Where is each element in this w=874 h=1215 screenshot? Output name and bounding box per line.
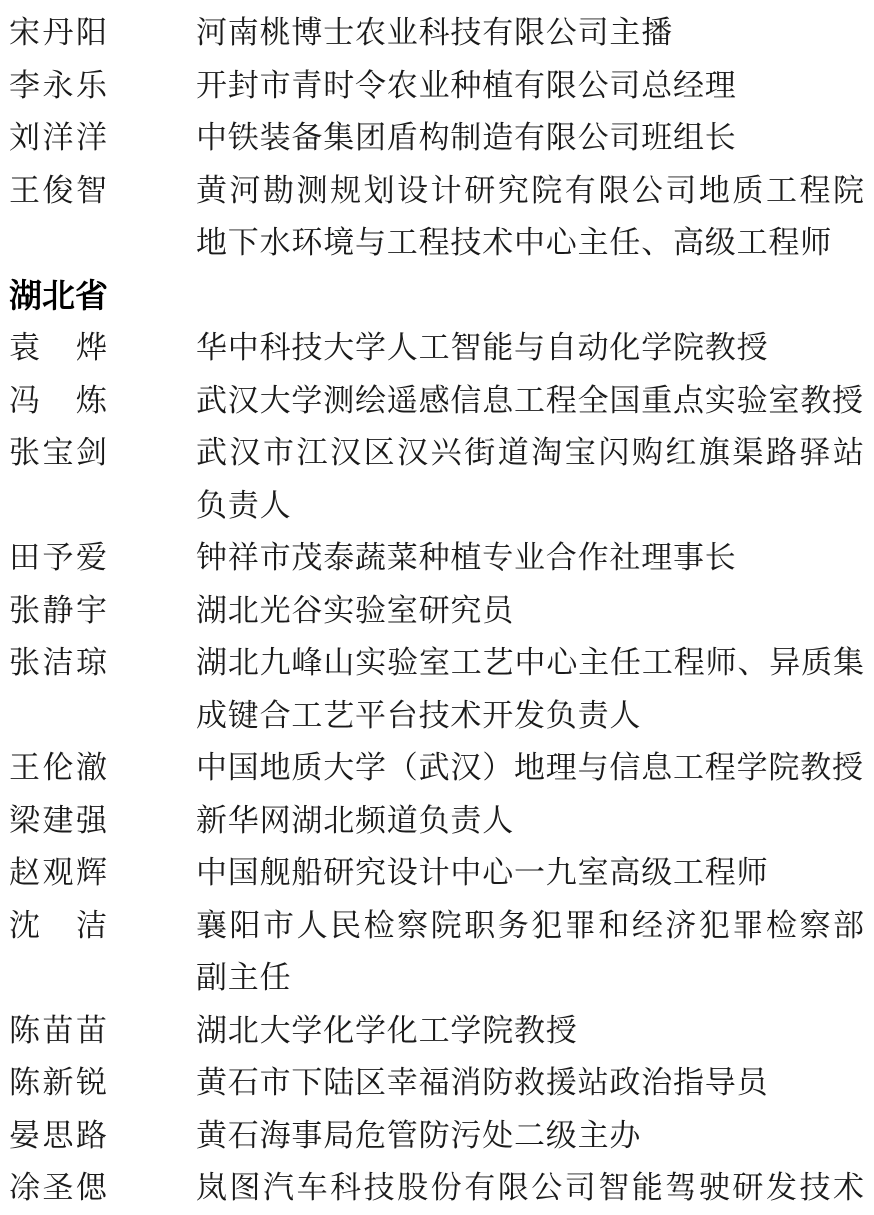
- title-line: 河南桃博士农业科技有限公司主播: [196, 15, 673, 50]
- person-title: [196, 375, 864, 428]
- person-name: 李永乐: [9, 67, 110, 103]
- title-line: 中铁装备集团盾构制造有限公司班组长: [196, 120, 737, 155]
- title-line: 成键合工艺平台技术开发负责人: [196, 697, 642, 733]
- title-line: 副主任: [196, 960, 292, 995]
- person-row: [9, 847, 874, 900]
- person-title: [196, 742, 864, 795]
- title-line: 地下水环境与工程技术中心主任、高级工程师: [196, 225, 832, 260]
- person-title: [196, 1110, 864, 1163]
- person-row: [9, 637, 874, 742]
- person-name: 田予爱: [9, 540, 110, 575]
- person-name: 冯 炼: [9, 382, 110, 418]
- title-line: 新华网湖北频道负责人: [196, 802, 514, 838]
- title-line: 开封市青时令农业种植有限公司总经理: [196, 67, 737, 103]
- person-name: 赵观辉: [9, 855, 110, 890]
- title-line: 岚图汽车科技股份有限公司智能驾驶研发技术: [196, 1170, 864, 1205]
- person-name: 沈 洁: [9, 907, 110, 943]
- person-title: [196, 585, 864, 638]
- person-row: [9, 112, 874, 165]
- person-title: [196, 1005, 864, 1058]
- person-title: [196, 165, 864, 270]
- person-title: [196, 532, 864, 585]
- person-row: [9, 1162, 874, 1215]
- title-line: 华中科技大学人工智能与自动化学院教授: [196, 330, 769, 365]
- person-row: [9, 165, 874, 270]
- person-name: 王伦澈: [9, 750, 110, 785]
- title-line: 中国地质大学（武汉）地理与信息工程学院教授: [196, 750, 864, 785]
- person-name: 张静宇: [9, 592, 110, 628]
- person-title: [196, 795, 864, 848]
- person-name: 袁 烨: [9, 330, 110, 365]
- title-line: 黄河勘测规划设计研究院有限公司地质工程院: [196, 172, 864, 208]
- person-row: [9, 1005, 874, 1058]
- person-name: 刘洋洋: [9, 120, 110, 155]
- title-line: 黄石海事局危管防污处二级主办: [196, 1117, 642, 1153]
- person-title: [196, 900, 864, 1005]
- person-row: [9, 60, 874, 113]
- title-line: 襄阳市人民检察院职务犯罪和经济犯罪检察部: [196, 907, 864, 943]
- person-title: [196, 1057, 864, 1110]
- person-row: [9, 1057, 874, 1110]
- person-title: [196, 60, 864, 113]
- person-row: [9, 900, 874, 1005]
- title-line: 武汉市江汉区汉兴街道淘宝闪购红旗渠路驿站: [196, 435, 864, 470]
- person-title: [196, 427, 864, 532]
- person-title: [196, 847, 864, 900]
- person-title: [196, 322, 864, 375]
- person-row: [9, 585, 874, 638]
- person-title: [196, 112, 864, 165]
- person-name: 王俊智: [9, 172, 110, 208]
- person-row: [9, 7, 874, 60]
- title-line: 武汉大学测绘遥感信息工程全国重点实验室教授: [196, 382, 864, 418]
- person-name: 张宝剑: [9, 435, 110, 470]
- person-name: 陈苗苗: [9, 1012, 110, 1048]
- title-line: 湖北九峰山实验室工艺中心主任工程师、异质集: [196, 645, 864, 680]
- title-line: 黄石市下陆区幸福消防救援站政治指导员: [196, 1065, 769, 1100]
- person-title: [196, 637, 864, 742]
- person-name: 宋丹阳: [9, 15, 110, 50]
- person-name: 张洁琼: [9, 645, 110, 680]
- person-name: 陈新锐: [9, 1065, 110, 1100]
- person-row: [9, 532, 874, 585]
- person-row: [9, 1110, 874, 1163]
- person-name: 梁建强: [9, 802, 110, 838]
- person-row: [9, 795, 874, 848]
- title-line: 中国舰船研究设计中心一九室高级工程师: [196, 855, 769, 890]
- section-header-hubei: 湖北省: [9, 276, 108, 314]
- person-name: 凃圣偲: [9, 1170, 110, 1205]
- title-line: 负责人: [196, 487, 292, 523]
- title-line: 湖北大学化学化工学院教授: [196, 1012, 578, 1048]
- person-title: [196, 7, 864, 60]
- person-row: [9, 322, 874, 375]
- person-row: [9, 742, 874, 795]
- person-row: [9, 427, 874, 532]
- person-title: [196, 1162, 864, 1215]
- title-line: 湖北光谷实验室研究员: [196, 592, 514, 628]
- person-row: [9, 375, 874, 428]
- title-line: 钟祥市茂泰蔬菜种植专业合作社理事长: [196, 540, 737, 575]
- person-name: 晏思路: [9, 1117, 110, 1153]
